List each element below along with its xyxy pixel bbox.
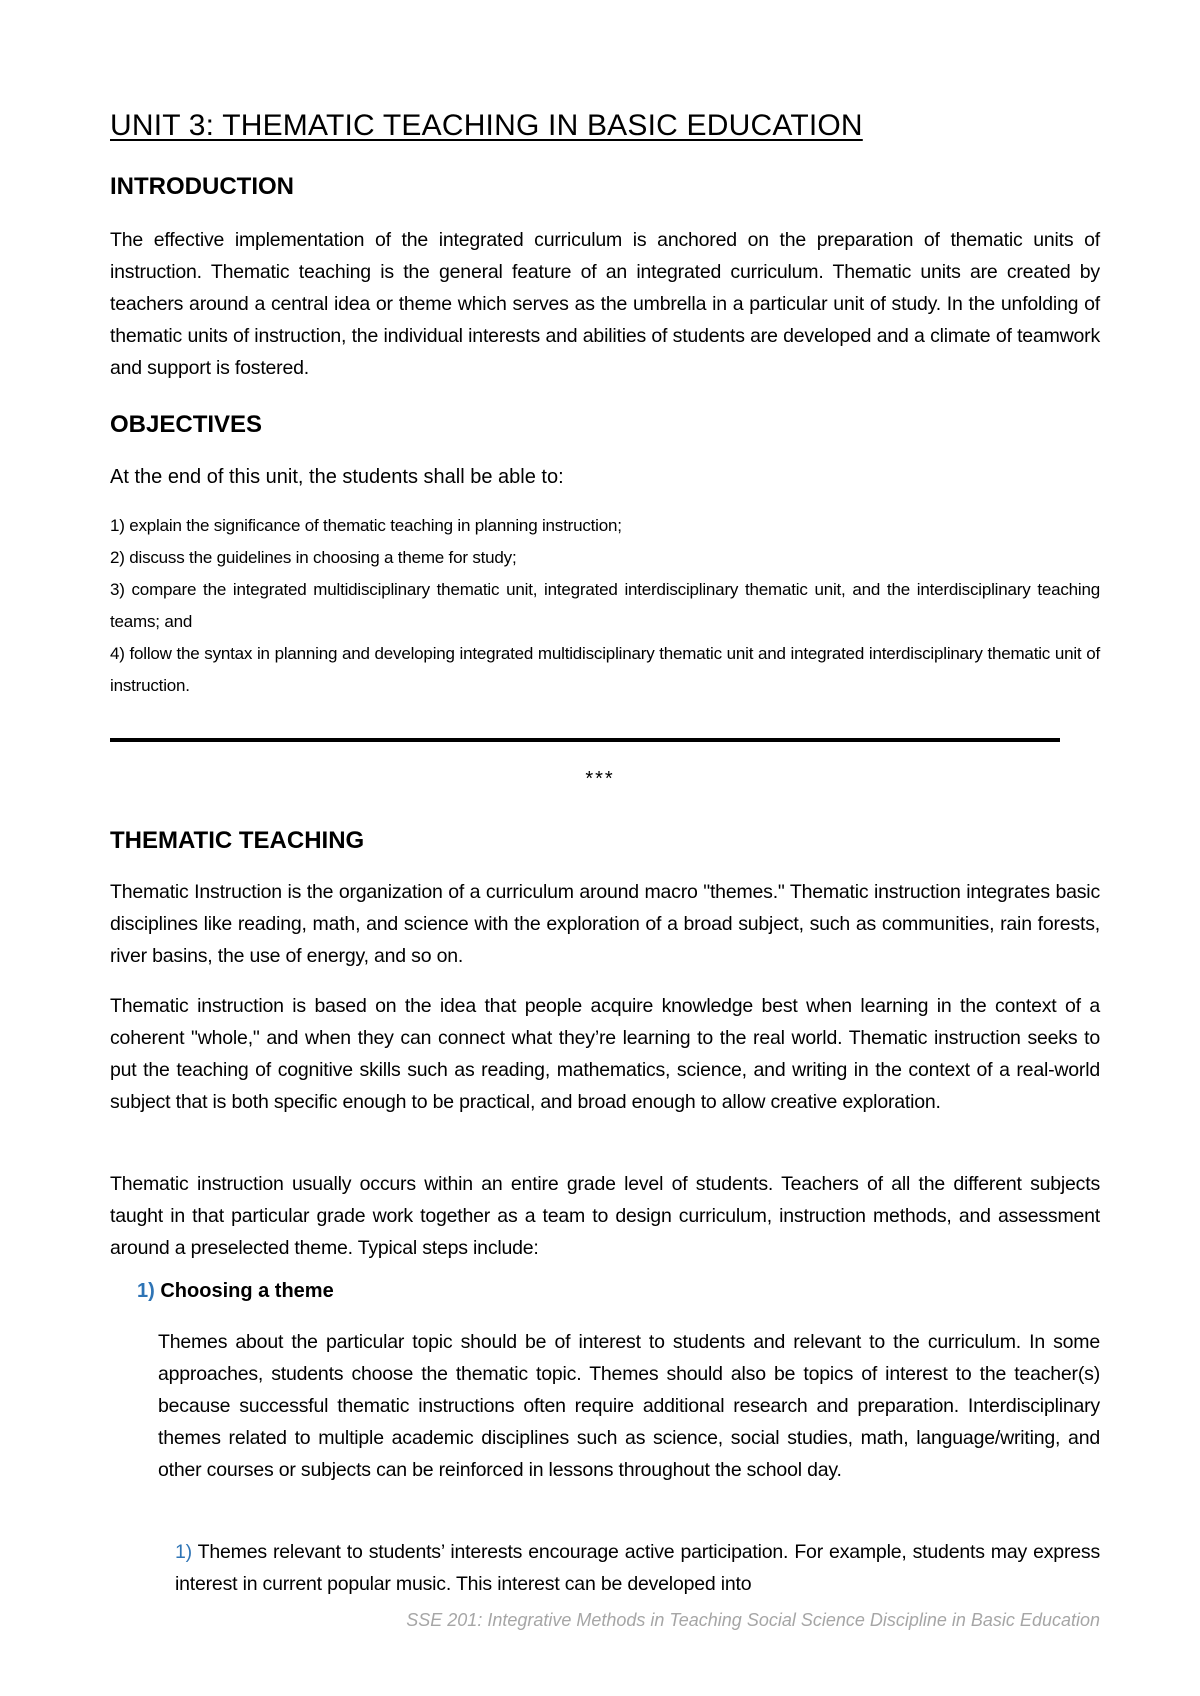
introduction-heading: INTRODUCTION: [110, 173, 294, 200]
objective-item: 4) follow the syntax in planning and developing integrated multidisciplinary thematic unit and integrated interdisciplinary thematic unit of instruction.: [110, 644, 1100, 695]
objectives-list: [110, 510, 1100, 702]
thematic-teaching-heading: THEMATIC TEACHING: [110, 827, 365, 854]
step-description: Themes about the particular topic should be of interest to students and relevant to the curriculum. In some approaches, students choose the thematic topic. Themes should also be topics of interest to the teacher(s) because successful thematic instructions often require additional research and preparation. Interdisciplinary themes related to multiple academic disciplines such as science, social studies, math, language/writing, and other courses or subjects can be reinforced in lessons throughout the school day.: [158, 1331, 1100, 1481]
section-separator: ***: [585, 768, 615, 790]
thematic-paragraph: Thematic instruction usually occurs within an entire grade level of students. Teachers of all the different subjects taught in that particular grade work together as a team to design curriculum, instruction methods, and assessment around a preselected theme. Typical steps include:: [110, 1173, 1100, 1259]
thematic-paragraph: Thematic instruction is based on the idea that people acquire knowledge best when learning in the context of a coherent "whole," and when they can connect what they’re learning to the real world. Thematic instruction seeks to put the teaching of cognitive skills such as reading, mathematics, science, and writing in the context of a real-world subject that is both specific enough to be practical, and broad enough to allow creative exploration.: [110, 995, 1100, 1113]
objective-item: 1) explain the significance of thematic teaching in planning instruction;: [110, 516, 622, 535]
step-number: 1): [137, 1280, 155, 1302]
thematic-paragraph: Thematic Instruction is the organization of a curriculum around macro "themes." Thematic instruction integrates basic disciplines like reading, math, and science with the exploration of a broad subject, such as communities, rain forests, river basins, the use of energy, and so on.: [110, 881, 1100, 967]
section-divider: [110, 738, 1060, 742]
sub-point-number: 1): [175, 1541, 192, 1563]
sub-point-text: Themes relevant to students’ interests encourage active participation. For example, students may express interest in current popular music. This interest can be developed into: [175, 1541, 1100, 1595]
step-choosing-theme: [137, 1276, 334, 1306]
objectives-heading: OBJECTIVES: [110, 411, 263, 438]
objective-item: 3) compare the integrated multidisciplinary thematic unit, integrated interdisciplinary thematic unit, and the interdisciplinary teaching teams; and: [110, 580, 1100, 631]
step-label: Choosing a theme: [160, 1280, 334, 1302]
page-footer: SSE 201: Integrative Methods in Teaching Social Science Discipline in Basic Education: [406, 1610, 1100, 1630]
sub-point: [175, 1536, 1100, 1600]
objective-item: 2) discuss the guidelines in choosing a theme for study;: [110, 548, 517, 567]
introduction-text: The effective implementation of the integrated curriculum is anchored on the preparation of thematic units of instruction. Thematic teaching is the general feature of an integrated curriculum. Thematic units are created by teachers around a central idea or theme which serves as the umbrella in a particular unit of study. In the unfolding of thematic units of instruction, the individual interests and abilities of students are developed and a climate of teamwork and support is fostered.: [110, 229, 1100, 379]
unit-title: UNIT 3: THEMATIC TEACHING IN BASIC EDUCATION: [110, 109, 863, 142]
objectives-lead: At the end of this unit, the students shall be able to:: [110, 466, 564, 488]
